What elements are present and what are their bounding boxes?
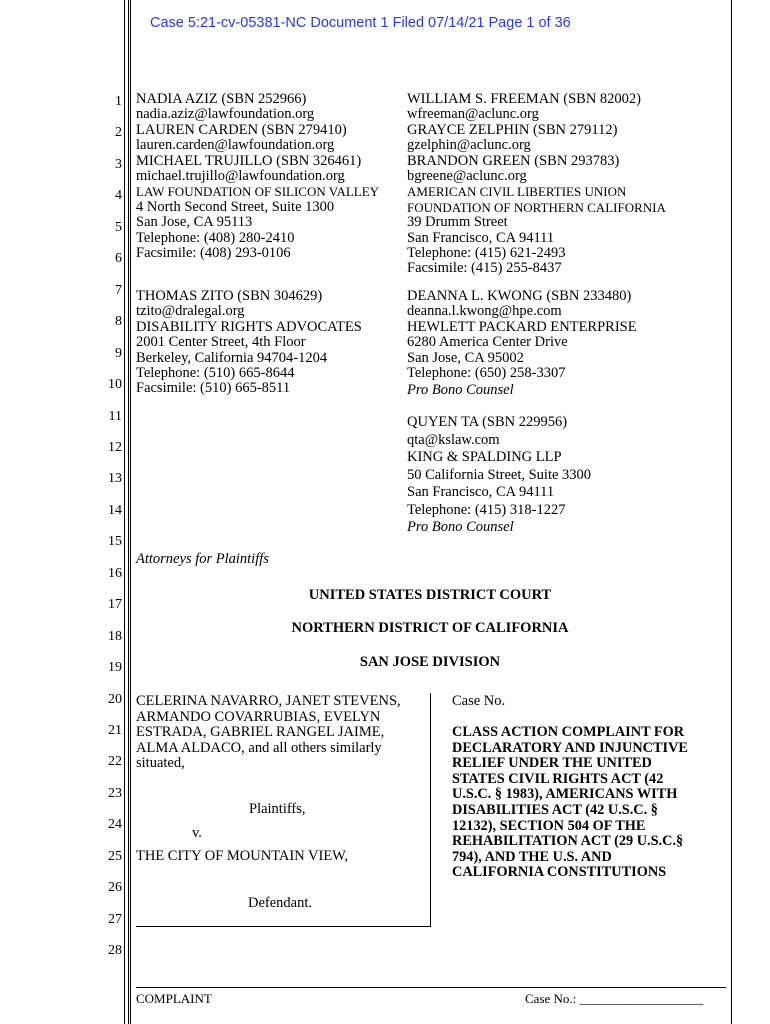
line-number: 22 (108, 754, 122, 770)
line-number: 4 (115, 188, 122, 204)
title-line: 12132), SECTION 504 OF THE (452, 817, 646, 834)
counsel-line: THOMAS ZITO (SBN 304629) (136, 288, 323, 304)
counsel-line: Telephone: (408) 280-2410 (136, 229, 295, 246)
line-number: 28 (108, 943, 122, 959)
line-number: 23 (108, 785, 122, 801)
counsel-line: DEANNA L. KWONG (SBN 233480) (407, 288, 632, 304)
counsel-line: 2001 Center Street, 4th Floor (136, 334, 306, 351)
title-line: CLASS ACTION COMPLAINT FOR (452, 724, 685, 740)
counsel-line: KING & SPALDING LLP (407, 449, 562, 465)
case-no-label: Case No. (452, 693, 506, 709)
title-line: 794), AND THE U.S. AND (452, 848, 612, 865)
versus: v. (192, 825, 202, 841)
counsel-line: nadia.aziz@lawfoundation.org (136, 106, 315, 123)
counsel-right-1 (407, 92, 666, 277)
counsel-right-3 (407, 414, 591, 519)
line-number: 6 (115, 251, 122, 267)
line-number: 11 (108, 408, 122, 424)
counsel-line: DISABILITY RIGHTS ADVOCATES (136, 318, 362, 335)
court-district: NORTHERN DISTRICT OF CALIFORNIA (291, 620, 569, 636)
line-number: 25 (108, 848, 122, 864)
line-number: 12 (108, 439, 122, 455)
counsel-line: San Francisco, CA 94111 (407, 484, 555, 500)
counsel-line: MICHAEL TRUJILLO (SBN 326461) (136, 152, 362, 169)
plaintiffs-label: Plaintiffs, (249, 801, 306, 817)
line-number: 24 (108, 817, 122, 833)
line-number: 1 (115, 94, 122, 109)
right-margin-line (731, 0, 732, 1024)
plaintiffs-names (136, 694, 401, 772)
margin-line-third (130, 0, 131, 1024)
footer-right: Case No.: ___________________ (525, 991, 704, 1006)
title-line: REHABILITATION ACT (29 U.S.C.§ (452, 833, 684, 850)
counsel-line: WILLIAM S. FREEMAN (SBN 82002) (407, 91, 642, 107)
counsel-line: qta@kslaw.com (407, 431, 500, 448)
counsel-line: AMERICAN CIVIL LIBERTIES UNION (407, 184, 627, 200)
court-name: UNITED STATES DISTRICT COURT (308, 587, 552, 603)
counsel-line: GRAYCE ZELPHIN (SBN 279112) (407, 121, 618, 138)
line-number: 21 (108, 723, 122, 738)
line-number: 5 (115, 219, 122, 235)
counsel-line: Telephone: (415) 318-1227 (407, 501, 566, 518)
plaintiffs-line: CELERINA NAVARRO, JANET STEVENS, (136, 693, 401, 709)
footer-left: COMPLAINT (136, 991, 212, 1006)
plaintiffs-line: ALMA ALDACO, and all others similarly (136, 739, 382, 756)
counsel-left-1 (136, 92, 379, 261)
line-number: 8 (115, 314, 122, 330)
line-number: 14 (108, 502, 122, 518)
title-line: STATES CIVIL RIGHTS ACT (42 (452, 770, 664, 787)
line-number: 18 (108, 628, 122, 644)
counsel-line: tzito@dralegal.org (136, 303, 245, 320)
plaintiffs-line: ARMANDO COVARRUBIAS, EVELYN (136, 708, 381, 725)
counsel-line: deanna.l.kwong@hpe.com (407, 303, 562, 320)
counsel-line: 39 Drumm Street (407, 214, 508, 231)
defendant-label: Defendant. (248, 895, 313, 911)
title-line: CALIFORNIA CONSTITUTIONS (452, 864, 667, 881)
counsel-line: LAUREN CARDEN (SBN 279410) (136, 121, 347, 138)
counsel-line: Facsimile: (510) 665-8511 (136, 380, 291, 397)
line-number: 20 (108, 691, 122, 707)
line-number: 16 (108, 565, 122, 581)
counsel-line: bgreene@aclunc.org (407, 167, 527, 184)
title-line: DECLARATORY AND INJUNCTIVE (452, 739, 688, 756)
counsel-line: BRANDON GREEN (SBN 293783) (407, 152, 620, 169)
title-line: RELIEF UNDER THE UNITED (452, 755, 652, 772)
counsel-line: Telephone: (510) 665-8644 (136, 364, 295, 381)
counsel-line: Telephone: (650) 258-3307 (407, 364, 566, 381)
counsel-line: gzelphin@aclunc.org (407, 137, 531, 154)
counsel-line: Facsimile: (408) 293-0106 (136, 244, 291, 261)
counsel-line: Facsimile: (415) 255-8437 (407, 260, 562, 277)
line-number: 10 (108, 377, 122, 393)
line-number: 15 (108, 534, 122, 550)
pro-bono-label-1: Pro Bono Counsel (407, 382, 514, 398)
line-number: 13 (108, 471, 122, 487)
counsel-line: San Jose, CA 95113 (136, 214, 253, 231)
counsel-line: QUYEN TA (SBN 229956) (407, 414, 568, 430)
title-line: DISABILITIES ACT (42 U.S.C. § (452, 801, 658, 818)
attorneys-for: Attorneys for Plaintiffs (136, 551, 269, 567)
line-number: 17 (108, 597, 122, 613)
counsel-line: HEWLETT PACKARD ENTERPRISE (407, 318, 637, 335)
plaintiffs-line: situated, (136, 755, 185, 771)
counsel-line: San Jose, CA 95002 (407, 349, 524, 366)
counsel-line: Berkeley, California 94704-1204 (136, 349, 328, 366)
court-division: SAN JOSE DIVISION (359, 654, 501, 670)
footer-line (136, 987, 726, 988)
counsel-line: FOUNDATION OF NORTHERN CALIFORNIA (407, 199, 666, 215)
counsel-line: 4 North Second Street, Suite 1300 (136, 198, 335, 215)
counsel-line: San Francisco, CA 94111 (407, 229, 555, 246)
plaintiffs-line: ESTRADA, GABRIEL RANGEL JAIME, (136, 724, 385, 740)
counsel-right-2 (407, 289, 637, 381)
line-number: 3 (115, 156, 122, 172)
counsel-line: michael.trujillo@lawfoundation.org (136, 167, 345, 184)
counsel-line: Telephone: (415) 621-2493 (407, 244, 566, 261)
counsel-line: wfreeman@aclunc.org (407, 106, 539, 123)
counsel-line: NADIA AZIZ (SBN 252966) (136, 91, 307, 107)
title-line: U.S.C. § 1983), AMERICANS WITH (452, 786, 678, 803)
caption-bottom-line (136, 926, 431, 927)
pro-bono-label-2: Pro Bono Counsel (407, 519, 514, 535)
caption-divider (430, 693, 431, 926)
counsel-left-2 (136, 289, 362, 397)
line-number: 27 (108, 911, 122, 927)
case-header: Case 5:21-cv-05381-NC Document 1 Filed 07/14/21 Page 1 of 36 (150, 15, 571, 31)
counsel-line: 50 California Street, Suite 3300 (407, 466, 592, 483)
line-number: 7 (115, 282, 122, 298)
line-number: 9 (115, 345, 122, 361)
counsel-line: LAW FOUNDATION OF SILICON VALLEY (136, 184, 380, 200)
defendant-name: THE CITY OF MOUNTAIN VIEW, (136, 848, 349, 864)
margin-line-inner (128, 0, 129, 1024)
counsel-line: 6280 America Center Drive (407, 334, 568, 351)
complaint-title (452, 725, 720, 881)
line-number: 19 (108, 660, 122, 676)
line-number: 2 (115, 125, 122, 141)
counsel-line: lauren.carden@lawfoundation.org (136, 137, 335, 154)
margin-line-outer (124, 0, 125, 1024)
line-number: 26 (108, 880, 122, 896)
